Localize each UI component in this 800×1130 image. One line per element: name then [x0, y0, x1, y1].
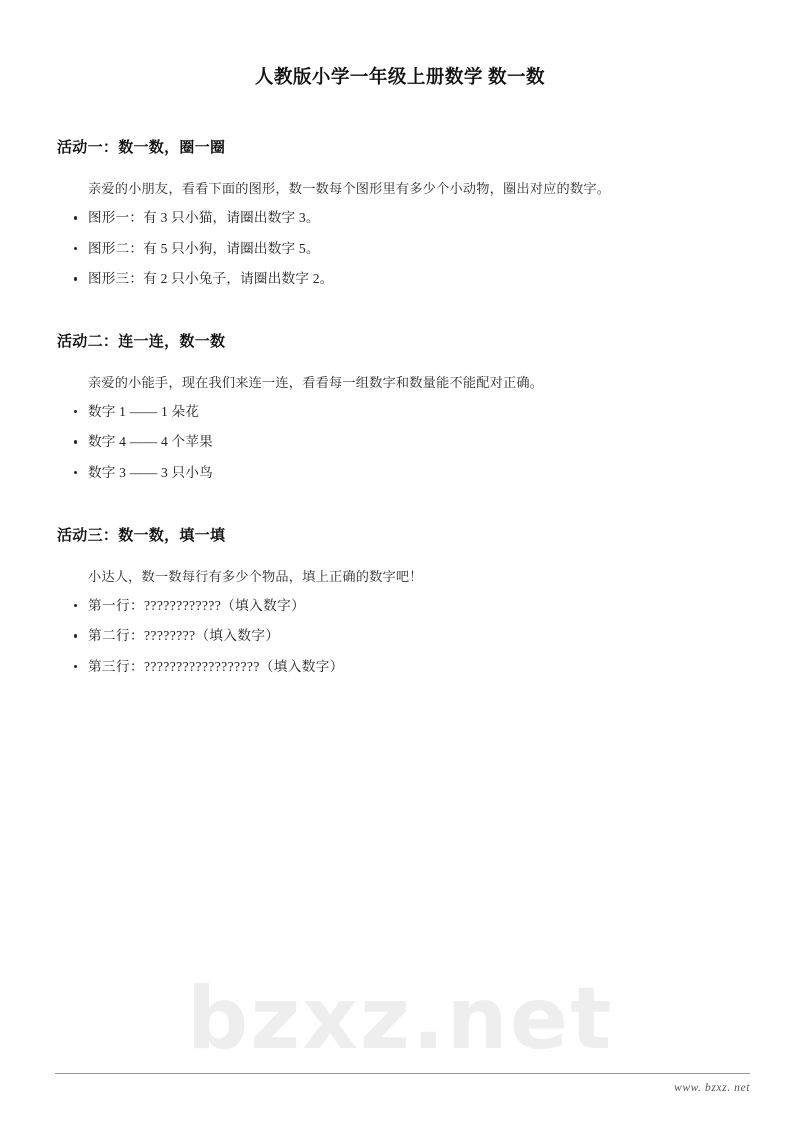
- list-item-text: 数字 3 —— 3 只小鸟: [88, 464, 213, 480]
- bullet-dot-icon: [74, 410, 77, 413]
- list-item: [0, 435, 800, 449]
- section-list-3: [0, 585, 800, 674]
- list-item-text: 图形二：有 5 只小狗，请圈出数字 5。: [88, 240, 320, 256]
- list-item-text: 图形一：有 3 只小猫，请圈出数字 3。: [88, 210, 320, 225]
- bullet-dot-icon: [74, 634, 77, 637]
- list-item: [0, 466, 800, 480]
- list-item: [0, 272, 800, 286]
- page-footer: [55, 1073, 750, 1094]
- section-list-1: [0, 197, 800, 286]
- bullet-dot-icon: [74, 216, 77, 219]
- list-item-text: 第三行：??????????????????（填入数字）: [88, 658, 344, 674]
- footer-url: www. bzxz. net: [674, 1082, 750, 1094]
- list-item-text: 图形三：有 2 只小兔子，请圈出数字 2。: [88, 271, 334, 287]
- page-title: 人教版小学一年级上册数学 数一数: [254, 68, 546, 88]
- section-intro-3: 小达人，数一数每行有多少个物品，填上正确的数字吧！: [88, 568, 423, 584]
- bullet-dot-icon: [74, 604, 77, 607]
- section-heading-2: 活动二：连一连，数一数: [57, 333, 226, 350]
- activity-section-1: [0, 89, 800, 286]
- bullet-dot-icon: [74, 665, 77, 668]
- list-item-text: 第二行：????????（填入数字）: [88, 628, 280, 644]
- activity-section-2: [0, 286, 800, 480]
- list-item: [0, 242, 800, 256]
- section-intro-2: 亲爱的小能手，现在我们来连一连，看看每一组数字和数量能不能配对正确。: [88, 374, 544, 390]
- section-heading-3: 活动三：数一数，填一填: [57, 527, 226, 544]
- list-item: [0, 405, 800, 419]
- bullet-dot-icon: [74, 440, 77, 443]
- bullet-dot-icon: [74, 247, 77, 250]
- list-item: [0, 211, 800, 225]
- list-item-text: 数字 1 —— 1 朵花: [88, 403, 200, 419]
- list-item-text: 第一行：????????????（填入数字）: [88, 597, 306, 613]
- section-intro-1: 亲爱的小朋友，看看下面的图形，数一数每个图形里有多少个小动物，圈出对应的数字。: [88, 181, 611, 196]
- document-content: [0, 1, 800, 673]
- section-list-2: [0, 391, 800, 480]
- list-item: [0, 660, 800, 674]
- list-item-text: 数字 4 —— 4 个苹果: [88, 434, 213, 450]
- bullet-dot-icon: [74, 277, 77, 280]
- activity-section-3: [0, 480, 800, 674]
- page-watermark: bzxz.net: [186, 969, 614, 1069]
- section-heading-1: 活动一：数一数，圈一圈: [57, 140, 226, 156]
- bullet-dot-icon: [74, 471, 77, 474]
- list-item: [0, 629, 800, 643]
- list-item: [0, 599, 800, 613]
